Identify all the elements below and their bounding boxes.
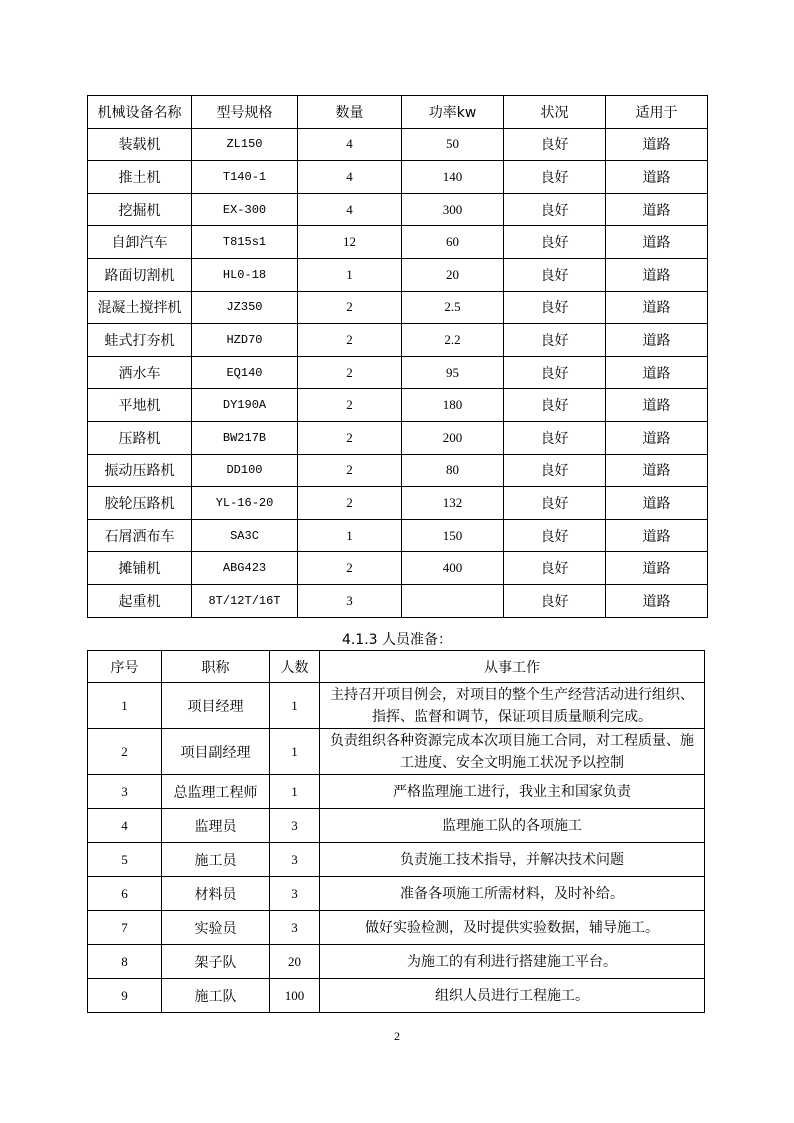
personnel-no-cell: 8: [88, 945, 162, 979]
equipment-name-cell: 自卸汽车: [88, 226, 192, 259]
personnel-no-cell: 2: [88, 729, 162, 775]
personnel-work-cell: 主持召开项目例会，对项目的整个生产经营活动进行组织、指挥、监督和调节，保证项目质量顺利完成。: [320, 683, 705, 729]
personnel-row: [88, 775, 705, 809]
equipment-row: [88, 226, 708, 259]
equipment-row: [88, 324, 708, 357]
personnel-work-cell: 负责组织各种资源完成本次项目施工合同，对工程质量、施工进度、安全文明施工状况予以控制: [320, 729, 705, 775]
header-no: 序号: [88, 651, 162, 683]
equipment-table: [87, 95, 708, 618]
equipment-quantity-cell: 4: [298, 193, 402, 226]
personnel-row: [88, 729, 705, 775]
equipment-use-cell: 道路: [606, 487, 708, 520]
equipment-status-cell: 良好: [504, 584, 606, 617]
equipment-model-cell: ZL150: [192, 128, 298, 161]
personnel-row: [88, 979, 705, 1013]
header-equipment-name: 机械设备名称: [88, 96, 192, 129]
equipment-use-cell: 道路: [606, 519, 708, 552]
equipment-model-cell: BW217B: [192, 421, 298, 454]
personnel-no-cell: 1: [88, 683, 162, 729]
personnel-title-cell: 架子队: [162, 945, 270, 979]
equipment-quantity-cell: 2: [298, 421, 402, 454]
equipment-use-cell: 道路: [606, 389, 708, 422]
personnel-count-cell: 20: [270, 945, 320, 979]
equipment-use-cell: 道路: [606, 161, 708, 194]
header-quantity: 数量: [298, 96, 402, 129]
equipment-model-cell: JZ350: [192, 291, 298, 324]
equipment-status-cell: 良好: [504, 487, 606, 520]
equipment-name-cell: 胶轮压路机: [88, 487, 192, 520]
equipment-name-cell: 挖掘机: [88, 193, 192, 226]
equipment-power-cell: 80: [402, 454, 504, 487]
equipment-status-cell: 良好: [504, 258, 606, 291]
equipment-use-cell: 道路: [606, 421, 708, 454]
equipment-name-cell: 平地机: [88, 389, 192, 422]
equipment-use-cell: 道路: [606, 552, 708, 585]
equipment-use-cell: 道路: [606, 226, 708, 259]
personnel-no-cell: 3: [88, 775, 162, 809]
equipment-model-cell: DD100: [192, 454, 298, 487]
equipment-quantity-cell: 2: [298, 389, 402, 422]
personnel-work-cell: 为施工的有利进行搭建施工平台。: [320, 945, 705, 979]
header-use: 适用于: [606, 96, 708, 129]
personnel-row: [88, 945, 705, 979]
equipment-power-cell: 180: [402, 389, 504, 422]
equipment-name-cell: 蛙式打夯机: [88, 324, 192, 357]
personnel-count-cell: 3: [270, 877, 320, 911]
personnel-count-cell: 100: [270, 979, 320, 1013]
equipment-quantity-cell: 4: [298, 161, 402, 194]
equipment-power-cell: 150: [402, 519, 504, 552]
header-title: 职称: [162, 651, 270, 683]
equipment-name-cell: 起重机: [88, 584, 192, 617]
equipment-row: [88, 487, 708, 520]
equipment-use-cell: 道路: [606, 324, 708, 357]
equipment-power-cell: 300: [402, 193, 504, 226]
equipment-model-cell: 8T/12T/16T: [192, 584, 298, 617]
personnel-row: [88, 877, 705, 911]
equipment-quantity-cell: 2: [298, 324, 402, 357]
equipment-power-cell: 20: [402, 258, 504, 291]
equipment-quantity-cell: 12: [298, 226, 402, 259]
equipment-name-cell: 振动压路机: [88, 454, 192, 487]
equipment-use-cell: 道路: [606, 128, 708, 161]
personnel-no-cell: 9: [88, 979, 162, 1013]
personnel-work-cell: 监理施工队的各项施工: [320, 809, 705, 843]
personnel-count-cell: 3: [270, 809, 320, 843]
header-power: 功率kw: [402, 96, 504, 129]
personnel-title-cell: 项目副经理: [162, 729, 270, 775]
header-model: 型号规格: [192, 96, 298, 129]
equipment-quantity-cell: 1: [298, 258, 402, 291]
equipment-name-cell: 推土机: [88, 161, 192, 194]
equipment-model-cell: YL-16-20: [192, 487, 298, 520]
personnel-header-row: [88, 651, 705, 683]
equipment-model-cell: EX-300: [192, 193, 298, 226]
equipment-power-cell: 400: [402, 552, 504, 585]
personnel-work-cell: 严格监理施工进行，我业主和国家负责: [320, 775, 705, 809]
equipment-row: [88, 258, 708, 291]
equipment-row: [88, 161, 708, 194]
equipment-row: [88, 454, 708, 487]
equipment-use-cell: 道路: [606, 193, 708, 226]
equipment-use-cell: 道路: [606, 356, 708, 389]
equipment-status-cell: 良好: [504, 552, 606, 585]
equipment-use-cell: 道路: [606, 291, 708, 324]
equipment-status-cell: 良好: [504, 291, 606, 324]
personnel-title-cell: 总监理工程师: [162, 775, 270, 809]
equipment-header-row: [88, 96, 708, 129]
equipment-row: [88, 552, 708, 585]
equipment-status-cell: 良好: [504, 519, 606, 552]
equipment-quantity-cell: 2: [298, 291, 402, 324]
personnel-work-cell: 组织人员进行工程施工。: [320, 979, 705, 1013]
equipment-row: [88, 193, 708, 226]
header-count: 人数: [270, 651, 320, 683]
personnel-title-cell: 施工员: [162, 843, 270, 877]
equipment-row: [88, 128, 708, 161]
equipment-name-cell: 石屑洒布车: [88, 519, 192, 552]
personnel-title-cell: 实验员: [162, 911, 270, 945]
equipment-name-cell: 装载机: [88, 128, 192, 161]
page-number: 2: [394, 1029, 400, 1043]
equipment-row: [88, 519, 708, 552]
personnel-row: [88, 843, 705, 877]
equipment-power-cell: 50: [402, 128, 504, 161]
personnel-row: [88, 809, 705, 843]
equipment-row: [88, 356, 708, 389]
personnel-count-cell: 1: [270, 729, 320, 775]
equipment-name-cell: 压路机: [88, 421, 192, 454]
personnel-count-cell: 3: [270, 843, 320, 877]
equipment-name-cell: 摊铺机: [88, 552, 192, 585]
equipment-power-cell: 132: [402, 487, 504, 520]
personnel-title-cell: 施工队: [162, 979, 270, 1013]
equipment-status-cell: 良好: [504, 226, 606, 259]
equipment-status-cell: 良好: [504, 193, 606, 226]
equipment-power-cell: 60: [402, 226, 504, 259]
personnel-count-cell: 1: [270, 775, 320, 809]
personnel-count-cell: 3: [270, 911, 320, 945]
personnel-count-cell: 1: [270, 683, 320, 729]
equipment-quantity-cell: 2: [298, 454, 402, 487]
equipment-quantity-cell: 4: [298, 128, 402, 161]
equipment-power-cell: 2.2: [402, 324, 504, 357]
equipment-quantity-cell: 2: [298, 487, 402, 520]
equipment-name-cell: 洒水车: [88, 356, 192, 389]
personnel-title-cell: 监理员: [162, 809, 270, 843]
personnel-no-cell: 5: [88, 843, 162, 877]
equipment-row: [88, 389, 708, 422]
equipment-power-cell: 2.5: [402, 291, 504, 324]
personnel-work-cell: 做好实验检测，及时提供实验数据，辅导施工。: [320, 911, 705, 945]
equipment-status-cell: 良好: [504, 161, 606, 194]
equipment-quantity-cell: 1: [298, 519, 402, 552]
equipment-model-cell: T140-1: [192, 161, 298, 194]
personnel-table: [87, 650, 705, 1013]
header-work: 从事工作: [320, 651, 705, 683]
equipment-quantity-cell: 2: [298, 356, 402, 389]
equipment-use-cell: 道路: [606, 258, 708, 291]
equipment-model-cell: T815s1: [192, 226, 298, 259]
equipment-power-cell: 140: [402, 161, 504, 194]
personnel-work-cell: 准备各项施工所需材料，及时补给。: [320, 877, 705, 911]
equipment-status-cell: 良好: [504, 128, 606, 161]
equipment-quantity-cell: 3: [298, 584, 402, 617]
equipment-power-cell: 95: [402, 356, 504, 389]
section-heading: 4.1.3 人员准备：: [341, 632, 453, 648]
equipment-use-cell: 道路: [606, 584, 708, 617]
equipment-status-cell: 良好: [504, 324, 606, 357]
equipment-status-cell: 良好: [504, 389, 606, 422]
header-status: 状况: [504, 96, 606, 129]
equipment-use-cell: 道路: [606, 454, 708, 487]
equipment-status-cell: 良好: [504, 356, 606, 389]
personnel-row: [88, 683, 705, 729]
equipment-row: [88, 291, 708, 324]
equipment-name-cell: 混凝土搅拌机: [88, 291, 192, 324]
equipment-power-cell: 200: [402, 421, 504, 454]
equipment-status-cell: 良好: [504, 454, 606, 487]
equipment-power-cell: [402, 584, 504, 617]
equipment-model-cell: ABG423: [192, 552, 298, 585]
personnel-title-cell: 材料员: [162, 877, 270, 911]
personnel-title-cell: 项目经理: [162, 683, 270, 729]
personnel-work-cell: 负责施工技术指导，并解决技术问题: [320, 843, 705, 877]
equipment-model-cell: EQ140: [192, 356, 298, 389]
equipment-row: [88, 421, 708, 454]
personnel-no-cell: 4: [88, 809, 162, 843]
equipment-model-cell: SA3C: [192, 519, 298, 552]
equipment-row: [88, 584, 708, 617]
equipment-status-cell: 良好: [504, 421, 606, 454]
equipment-name-cell: 路面切割机: [88, 258, 192, 291]
equipment-model-cell: DY190A: [192, 389, 298, 422]
equipment-quantity-cell: 2: [298, 552, 402, 585]
personnel-row: [88, 911, 705, 945]
equipment-model-cell: HL0-18: [192, 258, 298, 291]
equipment-model-cell: HZD70: [192, 324, 298, 357]
personnel-no-cell: 7: [88, 911, 162, 945]
personnel-no-cell: 6: [88, 877, 162, 911]
